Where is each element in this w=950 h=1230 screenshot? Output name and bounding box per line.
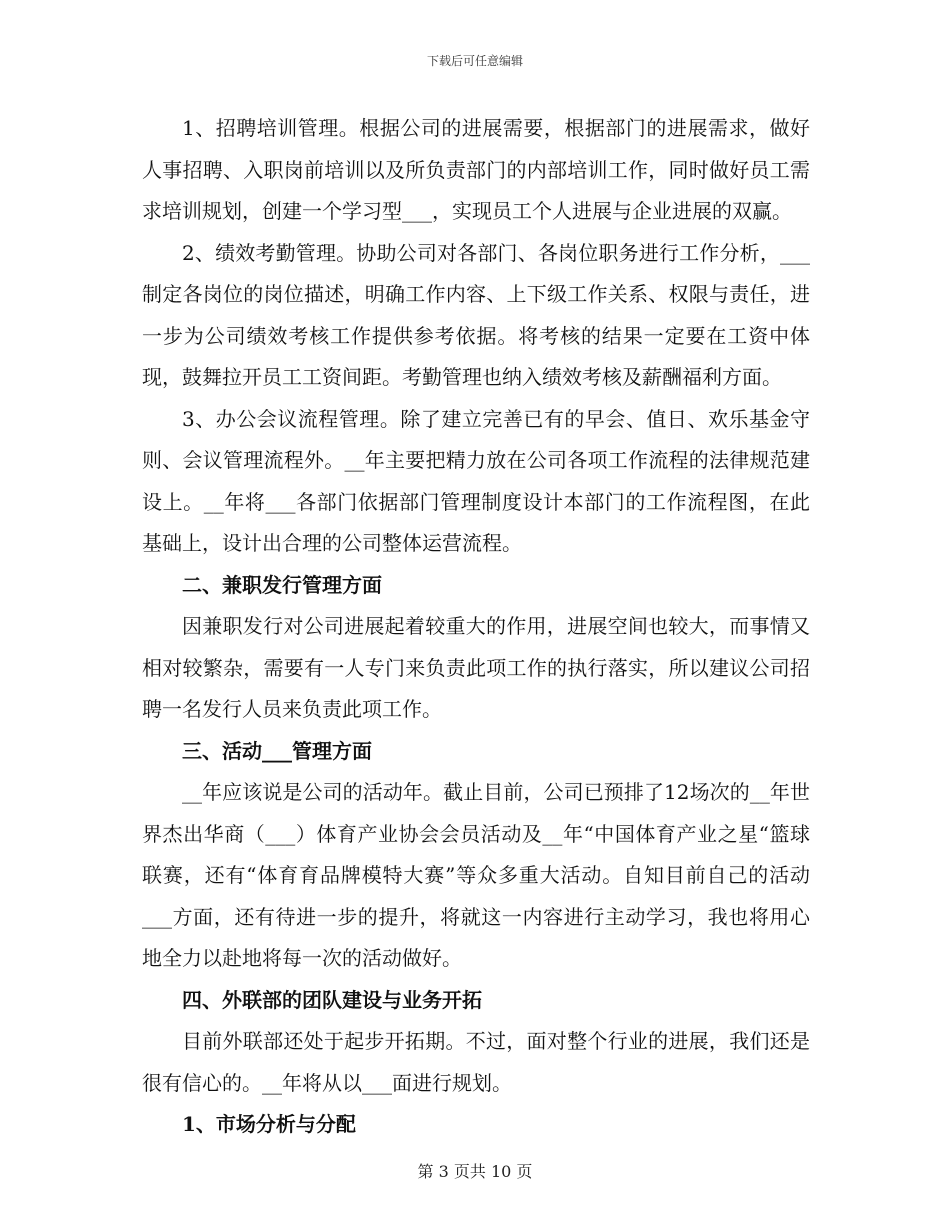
paragraph-recruitment-training: 1、招聘培训管理。根据公司的进展需要，根据部门的进展需求，做好人事招聘、入职岗前培训以及所负责部门的内部培训工作，同时做好员工需求培训规划，创建一个学习型___，实现员工个人进展与企业进展的双赢。 (142, 116, 810, 223)
paragraph-activity-management: __年应该说是公司的活动年。截止目前，公司已预排了12场次的__年世界杰出华商（___）体育产业协会会员活动及__年“中国体育产业之星“篮球联赛，还有“体育育品牌模特大赛”等众多重大活动。自知目前自己的活动___方面，还有待进一步的提升，将就这一内容进行主动学习，我也将用心地全力以赴地将每一次的活动做好。 (142, 780, 810, 970)
section-heading-part-time-distribution: 二、兼职发行管理方面 (182, 572, 382, 597)
paragraph-external-relations: 目前外联部还处于起步开拓期。不过，面对整个行业的进展，我们还是很有信心的。__年将从以___面进行规划。 (142, 1029, 810, 1095)
section-heading-activity-management: 三、活动___管理方面 (182, 738, 372, 763)
page-number: 第 3 页共 10 页 (417, 1162, 533, 1181)
paragraph-part-time-distribution: 因兼职发行对公司进展起着较重大的作用，进展空间也较大，而事情又相对较繁杂，需要有一人专门来负责此项工作的执行落实，所以建议公司招聘一名发行人员来负责此项工作。 (142, 614, 810, 721)
paragraph-performance-attendance: 2、绩效考勤管理。协助公司对各部门、各岗位职务进行工作分析，___制定各岗位的岗位描述，明确工作内容、上下级工作关系、权限与责任，进一步为公司绩效考核工作提供参考依据。将考核的结果一定要在工资中体现，鼓舞拉开员工工资间距。考勤管理也纳入绩效考核及薪酬福利方面。 (142, 240, 810, 389)
section-heading-external-relations: 四、外联部的团队建设与业务开拓 (182, 987, 482, 1012)
paragraph-meeting-process: 3、办公会议流程管理。除了建立完善已有的早会、值日、欢乐基金守则、会议管理流程外。__年主要把精力放在公司各项工作流程的法律规范建设上。__年将___各部门依据部门管理制度设计本部门的工作流程图，在此基础上，设计出合理的公司整体运营流程。 (142, 406, 810, 555)
document-body (142, 108, 810, 1146)
page-header: 下载后可任意编辑 (426, 54, 523, 68)
subheading-market-analysis: 1、市场分析与分配 (182, 1112, 356, 1136)
